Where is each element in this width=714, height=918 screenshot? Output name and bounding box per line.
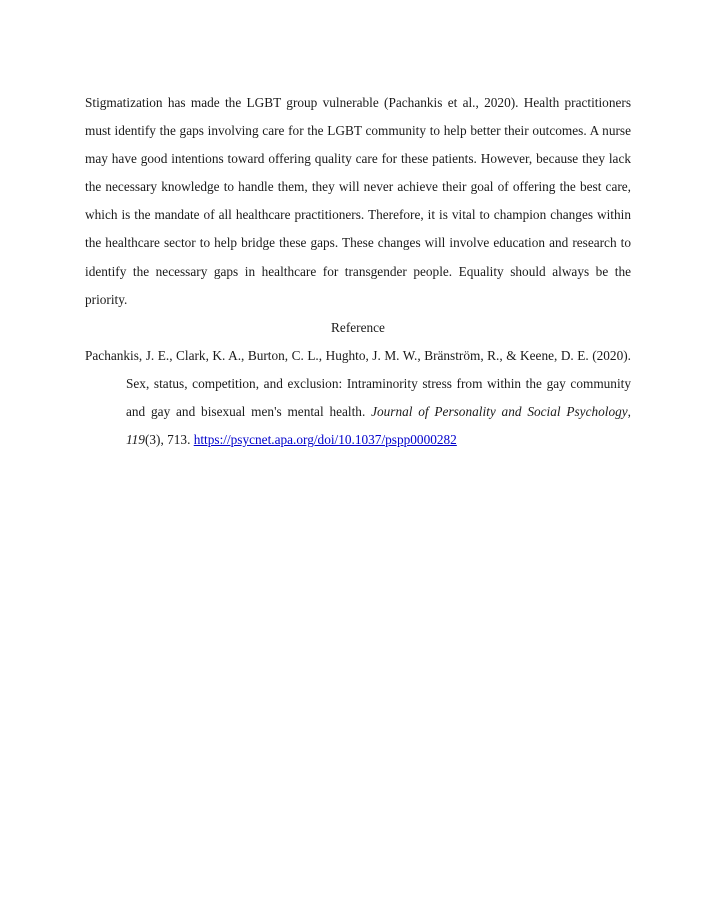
reference-doi-link[interactable]: https://psycnet.apa.org/doi/10.1037/pspp0000282 [193, 432, 457, 448]
reference-entry [85, 342, 631, 454]
document-content [85, 89, 631, 454]
body-paragraph: Stigmatization has made the LGBT group vulnerable (Pachankis et al., 2020). Health practitioners must identify the gaps involving care for the LGBT community to help better their outcomes. A nurse may have good intentions toward offering quality care for these patients. However, because they lack the necessary knowledge to handle them, they will never achieve their goal of offering the best care, which is the mandate of all healthcare practitioners. Therefore, it is vital to champion changes within the healthcare sector to help bridge these gaps. These changes will involve education and research to identify the necessary gaps in healthcare for transgender people. Equality should always be the priority. [85, 95, 631, 307]
reference-volume: 119 [126, 432, 145, 448]
reference-separator: , [627, 404, 631, 420]
reference-authors-title: Pachankis, J. E., Clark, K. A., Burton, C. L., Hughto, J. M. W., Bränström, R., & Keene, D. E. (2020). Sex, status, competition, and exclusion: Intraminority stress from within the gay community and gay and bisexual men's mental health. [85, 347, 631, 420]
reference-heading: Reference [331, 319, 385, 335]
reference-journal: Journal of Personality and Social Psychology [371, 404, 628, 420]
reference-issue-pages: (3), 713. [144, 432, 194, 448]
